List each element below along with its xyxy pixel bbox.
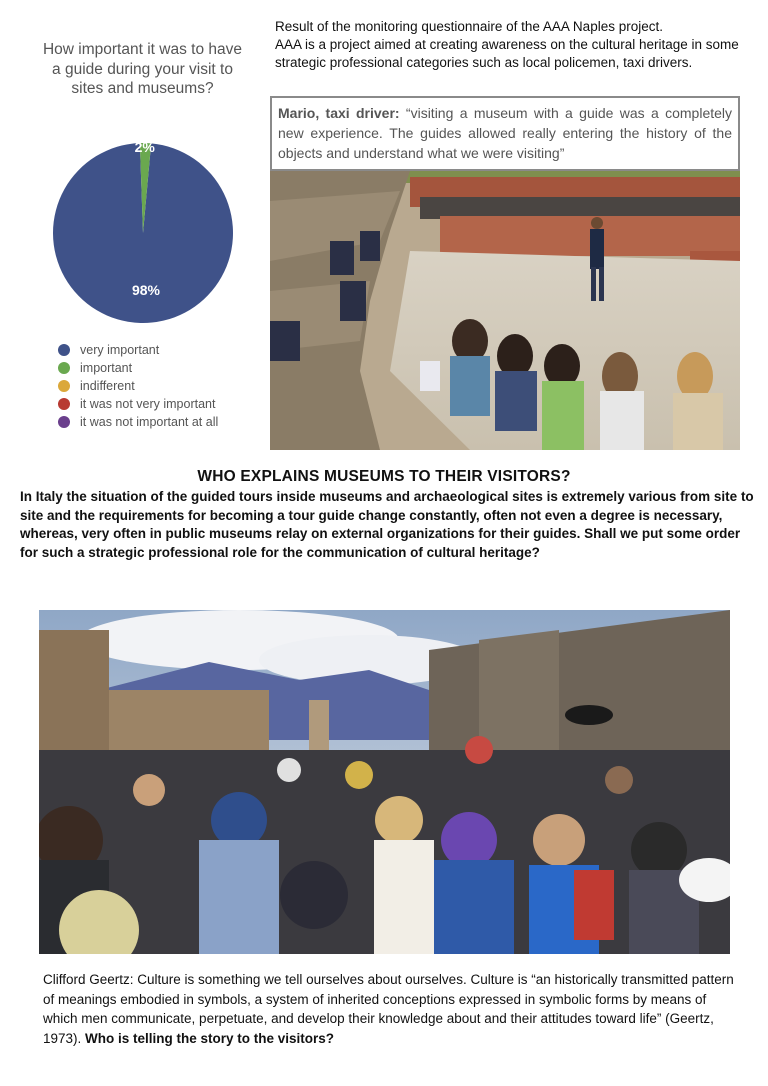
legend-item [58,341,218,359]
legend-item [58,377,218,395]
footer-quote-text: Clifford Geertz: Culture is something we tell ourselves about ourselves. Culture is “an historically transmitted pattern of meanings embodied in symbols, a system of inherited conceptions expressed in symbolic forms by means of which men communicate, perpetuate, and develop their knowledge about and their attitudes toward life” (Geertz, 1973). [43,972,734,1046]
legend-swatch [58,362,70,374]
legend-label: it was not important at all [80,415,219,429]
pie-chart-svg [50,140,236,326]
legend-label: important [80,361,133,375]
legend-item [58,395,218,413]
photo-guided-tour-amphitheatre [270,171,740,450]
pie-chart [50,140,236,326]
quote-speaker: Mario, taxi driver: [278,105,400,121]
section-title: WHO EXPLAINS MUSEUMS TO THEIR VISITORS? [197,468,571,485]
legend-swatch [58,380,70,392]
pie-data-label: 2% [134,140,155,155]
intro-line-1: Result of the monitoring questionnaire of the AAA Naples project. [275,19,663,34]
legend-label: it was not very important [80,397,216,411]
pie-data-label: 98% [131,282,161,298]
photo-crowd-archaeological-site [39,610,730,954]
intro-line-2: AAA is a project aimed at creating awareness on the cultural heritage in some strategic professional categories such as local policemen, taxi drivers. [275,37,739,70]
section-body: In Italy the situation of the guided tours inside museums and archaeological sites is extremely various from site to site and the requirements for becoming a tour guide change constantly, often not even a degree is necessary, whereas, very often in public museums relay on external organizations for their guides. Shall we put some order for such a strategic professional role for the communication of cultural heritage? [20,489,754,560]
footer-quote [43,970,743,1048]
legend-label: very important [80,343,160,357]
legend-swatch [58,398,70,410]
legend-label: indifferent [80,379,135,393]
testimonial-quote-box [270,96,740,171]
legend-item [58,413,218,431]
intro-text [275,18,755,72]
legend-swatch [58,416,70,428]
legend-item [58,359,218,377]
chart-legend [58,341,218,431]
legend-swatch [58,344,70,356]
quote-text: “visiting a museum with a guide was a completely new experience. The guides allowed really entering the history of the objects and understand what we were visiting” [278,105,733,161]
chart-title: How important it was to have a guide during your visit to sites and museums? [42,41,242,97]
footer-question: Who is telling the story to the visitors? [85,1030,335,1046]
